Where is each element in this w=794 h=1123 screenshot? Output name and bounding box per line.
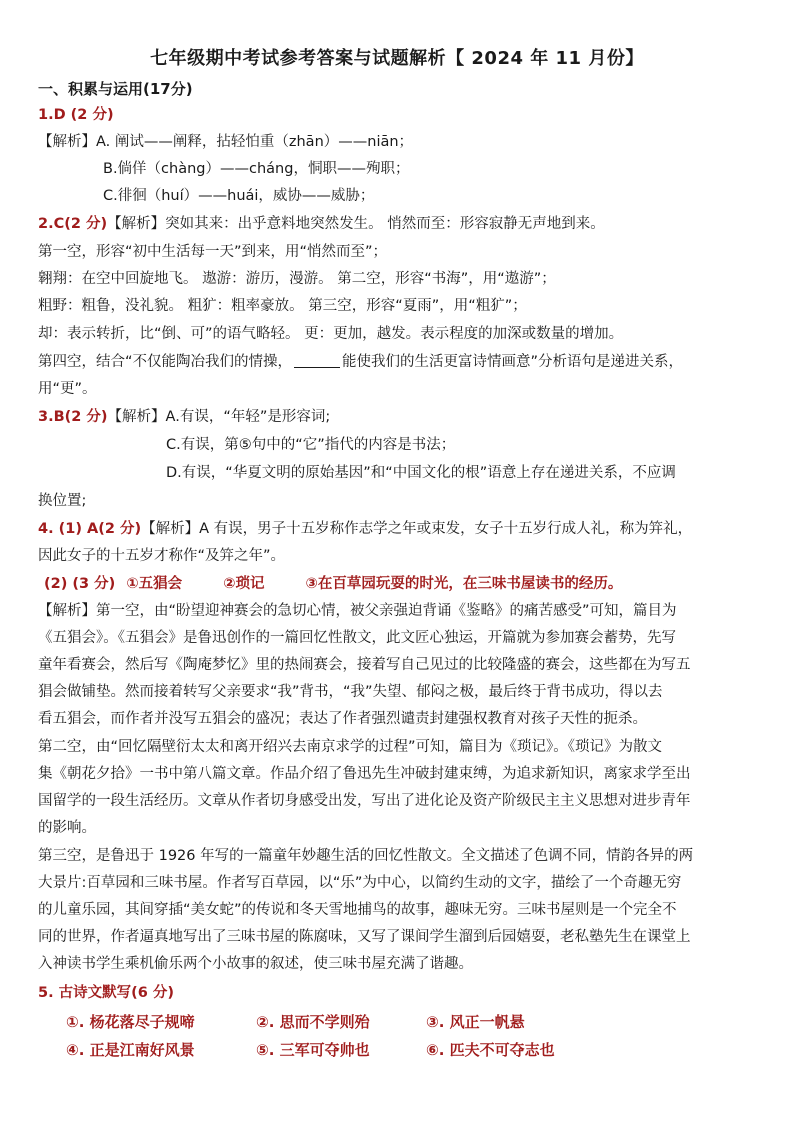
q4-line bbox=[38, 518, 762, 540]
q4-analysis-line: 同的世界，作者逼真地写出了三味书屋的陈腐味，又写了课间学生溜到后园嬉耍，老私塾先生在课堂上 bbox=[38, 929, 691, 945]
page-title: 七年级期中考试参考答案与试题解析【 2024 年 11 月份】 bbox=[150, 48, 644, 69]
q2-analysis-line: 用“更”。 bbox=[38, 381, 97, 397]
q4-analysis-line: 第二空，由“回忆隔壁衍太太和离开绍兴去南京求学的过程”可知，篇目为《琐记》。《琐记》为散文 bbox=[38, 739, 663, 755]
q2-answer: 2.C(2 分) bbox=[38, 216, 108, 232]
section-heading: 一、积累与运用(17分) bbox=[38, 80, 193, 98]
q4-answer: 4. (1) A(2 分) bbox=[38, 521, 142, 537]
q3-line bbox=[38, 406, 762, 428]
q4-analysis-line: 入神读书学生乘机偷乐两个小故事的叙述，使三味书屋充满了谐趣。 bbox=[38, 956, 473, 972]
q5-heading: 5. 古诗文默写(6 分) bbox=[38, 985, 175, 1001]
q4-analysis-line: 看五猖会，而作者并没写五猖会的盛况；表达了作者强烈谴责封建强权教育对孩子天性的扼杀。 bbox=[38, 711, 647, 727]
q3-analysis-line: C.有误，第⑤句中的“它”指代的内容是书法； bbox=[166, 437, 456, 453]
q1-analysis-line: 【解析】A. 阐试——阐释，拈轻怕重（zhān）——niān； bbox=[38, 134, 414, 150]
q4-answer-2: ②琐记 bbox=[223, 576, 265, 592]
q2-text: 第四空，结合“不仅能陶冶我们的情操， bbox=[38, 354, 293, 370]
q4-analysis-line: 的影响。 bbox=[38, 820, 96, 836]
q4-analysis-line: 国留学的一段生活经历。文章从作者切身感受出发，写出了进化论及资产阶级民主主义思想对进步青年 bbox=[38, 793, 691, 809]
q5-answer: ⑥. 匹夫不可夺志也 bbox=[426, 1041, 555, 1059]
q5-answer: ③. 风正一帆悬 bbox=[426, 1013, 525, 1031]
q2-line bbox=[38, 213, 762, 235]
q2-analysis-line: 翱翔：在空中回旋地飞。 遨游：游历，漫游。 第二空，形容“书海”，用“遨游”； bbox=[38, 271, 556, 287]
q4-analysis-line: 《五猖会》。《五猖会》是鲁迅创作的一篇回忆性散文，此文匠心独运，开篇就为参加赛会蓄势，先写 bbox=[38, 630, 676, 646]
q1-analysis-line: B.倘佯（chàng）——cháng，恫职——殉职； bbox=[103, 161, 410, 177]
q2-analysis-line bbox=[38, 351, 762, 373]
q5-answer-row bbox=[66, 1039, 766, 1061]
q4-part2-head: (2) (3 分) bbox=[44, 576, 116, 592]
q4-analysis: 【解析】A 有误，男子十五岁称作志学之年或束发，女子十五岁行成人礼，称为笄礼， bbox=[141, 521, 693, 537]
q4-answer-1: ①五猖会 bbox=[126, 576, 183, 592]
q4-part2-answers bbox=[44, 573, 768, 595]
q2-analysis: 【解析】突如其来：出乎意料地突然发生。 悄然而至：形容寂静无声地到来。 bbox=[107, 216, 605, 232]
q3-analysis-line: D.有误，“华夏文明的原始基因”和“中国文化的根”语意上存在递进关系，不应调 bbox=[166, 465, 676, 481]
q4-analysis-line: 【解析】第一空，由“盼望迎神赛会的急切心情，被父亲强迫背诵《鉴略》的痛苦感受”可知，篇目为 bbox=[38, 603, 677, 619]
q2-analysis-line: 粗野：粗鲁，没礼貌。 粗犷：粗率豪放。 第三空，形容“夏雨”，用“粗犷”； bbox=[38, 298, 527, 314]
q4-analysis-line: 第三空，是鲁迅于 1926 年写的一篇童年妙趣生活的回忆性散文。全文描述了色调不同，情韵各异的两 bbox=[38, 848, 694, 864]
q5-answer: ⑤. 三军可夺帅也 bbox=[256, 1041, 370, 1059]
q1-answer: 1.D (2 分) bbox=[38, 107, 114, 123]
q4-answer-3: ③在百草园玩耍的时光，在三味书屋读书的经历。 bbox=[305, 576, 623, 592]
q5-answer: ④. 正是江南好风景 bbox=[66, 1041, 195, 1059]
q4-analysis-line: 童年看赛会，然后写《陶庵梦忆》里的热闹赛会，接着写自己见过的比较隆盛的赛会，这些都在为写五 bbox=[38, 657, 691, 673]
q1-analysis-line: C.徘徊（huí）——huái，威协——威胁； bbox=[103, 188, 375, 204]
q5-answer: ②. 思而不学则殆 bbox=[256, 1013, 370, 1031]
q2-analysis-line: 却：表示转折，比“倒、可”的语气略轻。 更：更加，越发。表示程度的加深或数量的增加。 bbox=[38, 326, 624, 342]
blank-line bbox=[294, 353, 340, 368]
q3-analysis: 【解析】A.有误，“年轻”是形容词; bbox=[107, 409, 331, 425]
q5-answer-row bbox=[66, 1011, 766, 1033]
q4-analysis-line: 大景片:百草园和三味书屋。作者写百草园，以“乐”为中心，以简约生动的文字，描绘了一个奇趣无穷 bbox=[38, 875, 682, 891]
q4-analysis-line: 的儿童乐园，其间穿插“美女蛇”的传说和冬天雪地捕鸟的故事，趣味无穷。三味书屋则是一个完全不 bbox=[38, 902, 677, 918]
q3-analysis-line: 换位置; bbox=[38, 493, 87, 509]
q4-analysis-line: 猖会做铺垫。然而接着转写父亲要求“我”背书，“我”失望、郁闷之极，最后终于背书成功，得以去 bbox=[38, 684, 663, 700]
q5-answer: ①. 杨花落尽子规啼 bbox=[66, 1013, 195, 1031]
q2-text: 能使我们的生活更富诗情画意”分析语句是递进关系， bbox=[342, 354, 684, 370]
q3-answer: 3.B(2 分) bbox=[38, 409, 108, 425]
q4-analysis-line: 集《朝花夕拾》一书中第八篇文章。作品介绍了鲁迅先生冲破封建束缚，为追求新知识，离家求学至出 bbox=[38, 766, 691, 782]
q2-analysis-line: 第一空，形容“初中生活每一天”到来，用“悄然而至”； bbox=[38, 244, 388, 260]
q4-analysis-line: 因此女子的十五岁才称作“及笄之年”。 bbox=[38, 548, 286, 564]
